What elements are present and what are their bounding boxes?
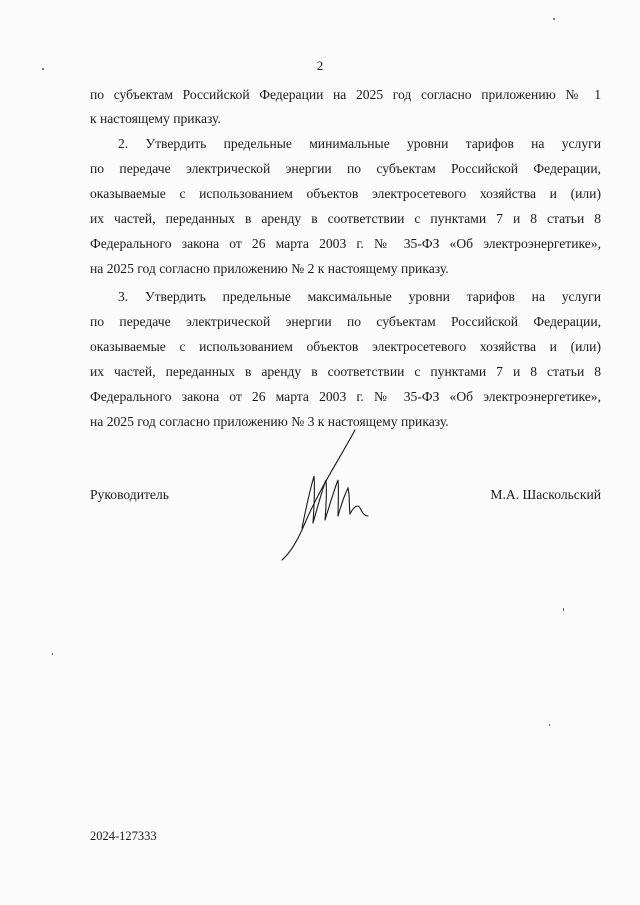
paragraph-1-line: к настоящему приказу.	[90, 111, 221, 126]
paragraph-3-line: на 2025 год согласно приложению № 3 к настоящему приказу.	[90, 414, 449, 429]
paragraph-3-line: оказываемые с использованием объектов электросетевого хозяйства и (или)	[90, 339, 601, 354]
scan-speck	[42, 68, 44, 70]
paragraph-3-line: Федерального закона от 26 марта 2003 г. № 35-ФЗ «Об электроэнергетике»,	[90, 389, 601, 404]
paragraph-3-line: 3. Утвердить предельные максимальные уровни тарифов на услуги	[118, 289, 601, 304]
scan-speck	[563, 608, 564, 611]
paragraph-3-line: по передаче электрической энергии по субъектам Российской Федерации,	[90, 314, 601, 329]
page-number: 2	[316, 58, 324, 73]
paragraph-2-line: 2. Утвердить предельные минимальные уровни тарифов на услуги	[118, 136, 601, 151]
paragraph-2-line: оказываемые с использованием объектов электросетевого хозяйства и (или)	[90, 186, 601, 201]
scan-speck	[52, 653, 53, 655]
scan-speck	[549, 724, 550, 726]
handwritten-signature	[270, 428, 380, 568]
paragraph-3-line: их частей, переданных в аренду в соответствии с пунктами 7 и 8 статьи 8	[90, 364, 601, 379]
paragraph-2-line: их частей, переданных в аренду в соответствии с пунктами 7 и 8 статьи 8	[90, 211, 601, 226]
paragraph-2-line: по передаче электрической энергии по субъектам Российской Федерации,	[90, 161, 601, 176]
paragraph-2-line: Федерального закона от 26 марта 2003 г. № 35-ФЗ «Об электроэнергетике»,	[90, 236, 601, 251]
scan-speck	[553, 18, 555, 20]
document-id: 2024-127333	[90, 829, 157, 843]
position-title: Руководитель	[90, 487, 169, 502]
paragraph-1-line: по субъектам Российской Федерации на 2025 год согласно приложению № 1	[90, 87, 601, 102]
paragraph-2-line: на 2025 год согласно приложению № 2 к настоящему приказу.	[90, 261, 449, 276]
signatory-name: М.А. Шаскольский	[490, 487, 601, 502]
